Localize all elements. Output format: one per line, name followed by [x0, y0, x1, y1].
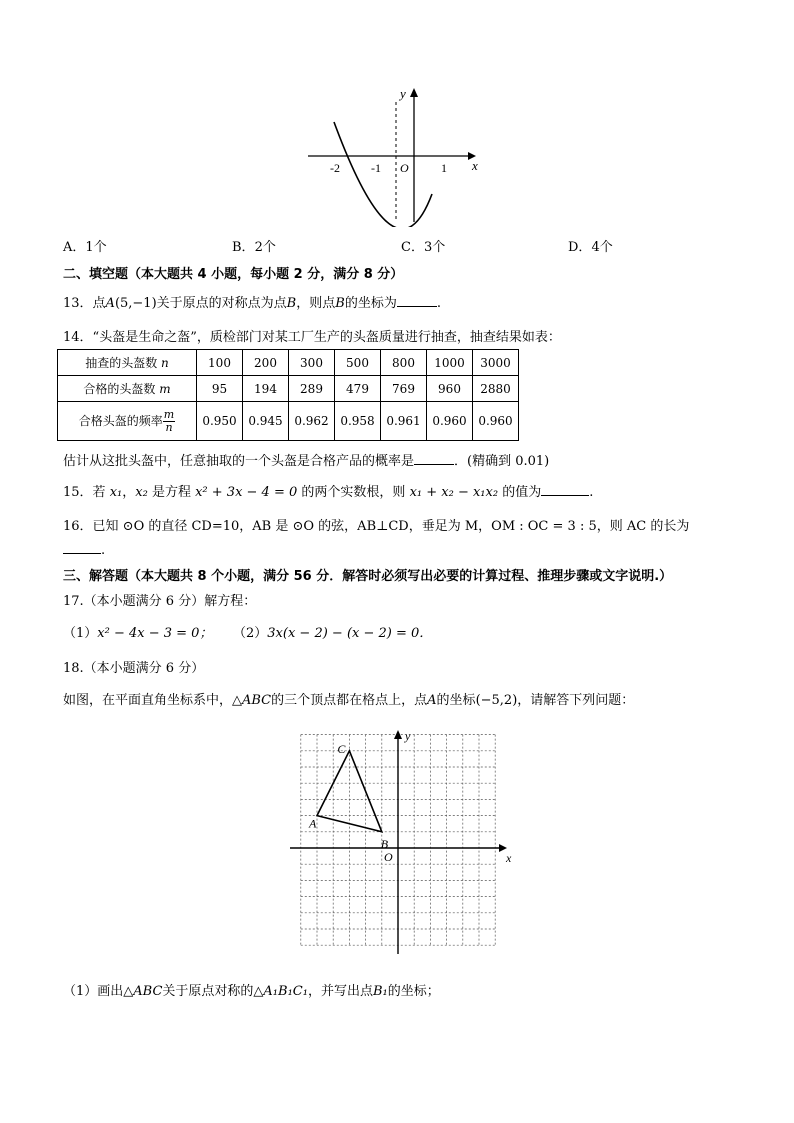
- table-cell: 800: [381, 350, 427, 376]
- option-a[interactable]: [63, 236, 107, 255]
- q18-intro-mid: 的三个顶点都在格点上，点: [271, 693, 428, 708]
- table-cell: 200: [243, 350, 289, 376]
- y-axis-arrow: [394, 730, 402, 739]
- table-cell: 100: [197, 350, 243, 376]
- q18-sub1: [63, 980, 440, 999]
- q18-intro: [63, 689, 634, 708]
- q16-line1: 16．已知 ⊙O 的直径 CD=10，AB 是 ⊙O 的弦，AB⊥CD，垂足为 M，OM : OC = 3 : 5，则 AC 的长为: [63, 519, 690, 534]
- table-cell: 0.962: [289, 402, 335, 441]
- tick-label: -2: [330, 161, 340, 175]
- q13-mid: 关于原点的对称点为点: [156, 296, 287, 311]
- tick-label: 1: [441, 161, 447, 175]
- q15-mid: 是方程: [151, 485, 191, 500]
- vertex-label-b: B: [380, 836, 389, 851]
- q16-answer-blank[interactable]: [63, 541, 101, 554]
- q15-equation: x² + 3x − 4 = 0: [195, 485, 298, 500]
- table-header-cell: 合格的头盔数 m: [58, 376, 197, 402]
- table-cell: 960: [427, 376, 473, 402]
- option-b[interactable]: [232, 236, 276, 255]
- q13-b1: B: [286, 296, 297, 311]
- vertex-label-a: A: [309, 816, 317, 831]
- grid-figure: [290, 728, 520, 954]
- q14-after: [63, 450, 549, 469]
- option-c[interactable]: [401, 236, 445, 255]
- question-13: [63, 292, 441, 311]
- q18-tri: ABC: [242, 693, 272, 708]
- y-axis-label: y: [405, 729, 411, 743]
- option-letter: B．: [232, 240, 255, 255]
- option-letter: A．: [63, 240, 86, 255]
- q18-sub1-tri: ABC: [133, 984, 163, 999]
- q15-post: 的值为: [502, 485, 542, 500]
- y-axis-arrow: [410, 88, 418, 97]
- table-cell: 2880: [473, 376, 519, 402]
- table-cell: 95: [197, 376, 243, 402]
- table-cell: 769: [381, 376, 427, 402]
- q13-point: A: [105, 296, 115, 311]
- option-letter: C．: [401, 240, 424, 255]
- option-text: 1个: [85, 240, 107, 255]
- table-cell: 0.950: [197, 402, 243, 441]
- table-row: [58, 376, 519, 402]
- table-header-cell: 抽查的头盔数 n: [58, 350, 197, 376]
- q13-mid2: ，则点: [296, 296, 336, 311]
- q16-end: .: [101, 543, 106, 558]
- option-d[interactable]: [568, 236, 613, 255]
- q13-post: 的坐标为: [344, 296, 397, 311]
- table-header-cell: 合格头盔的频率 $\frac{m}{n}$: [58, 402, 197, 441]
- q14-answer-blank[interactable]: [414, 452, 454, 465]
- table-cell: 194: [243, 376, 289, 402]
- q14-intro: 14．“头盔是生命之盔”，质检部门对某工厂生产的头盔质量进行抽查，抽查结果如表：: [63, 330, 561, 345]
- fraction: $\frac{m}{n}$: [163, 407, 175, 434]
- section2-title: 二、填空题（本大题共 4 小题，每小题 2 分，满分 8 分）: [63, 267, 404, 282]
- q17-part1: [63, 622, 212, 641]
- q15-pre: 15．若: [63, 485, 106, 500]
- q16-line2: [63, 541, 105, 558]
- origin-label: O: [384, 850, 393, 864]
- q18-sub1-mid: 关于原点对称的△: [162, 984, 264, 999]
- q17-p1-label: （1）: [63, 626, 98, 641]
- q13-end: .: [436, 296, 441, 311]
- q18-sub1-pt: B₁: [372, 984, 388, 999]
- q18-coords: (−5,2): [475, 693, 518, 708]
- tick-label: -1: [371, 161, 381, 175]
- q18-intro-pre: 如图，在平面直角坐标系中，△: [63, 693, 242, 708]
- table-cell: 3000: [473, 350, 519, 376]
- q18-sub1-tri2: A₁B₁C₁: [263, 984, 308, 999]
- q15-sep: ，: [122, 485, 136, 500]
- question-15: [63, 481, 593, 500]
- q18-sub1-pre: （1）画出△: [63, 984, 134, 999]
- q13-answer-blank[interactable]: [397, 294, 437, 307]
- table-cell: 1000: [427, 350, 473, 376]
- table-cell: 0.958: [335, 402, 381, 441]
- table-cell: 479: [335, 376, 381, 402]
- parabola-curve: [334, 122, 432, 227]
- q15-mid2: 的两个实数根，则: [301, 485, 406, 500]
- table-row: [58, 350, 519, 376]
- q15-answer-blank[interactable]: [541, 483, 589, 496]
- vertex-label-c: C: [337, 741, 346, 756]
- y-axis-label: y: [400, 86, 406, 101]
- q15-end: .: [589, 485, 594, 500]
- option-letter: D．: [568, 240, 592, 255]
- q15-expression: x₁ + x₂ − x₁x₂: [409, 485, 499, 500]
- q17-p1-equation: x² − 4x − 3 = 0；: [97, 626, 213, 641]
- table-cell: 289: [289, 376, 335, 402]
- q15-x2: x₂: [135, 485, 148, 500]
- q18-title: 18.（本小题满分 6 分）: [63, 661, 205, 676]
- q14-after-post: ．(精确到 0.01): [454, 454, 550, 469]
- q14-table: [57, 349, 519, 441]
- q17-title: 17.（本小题满分 6 分）解方程：: [63, 594, 257, 609]
- option-text: 3个: [423, 240, 446, 255]
- table-cell: 500: [335, 350, 381, 376]
- q15-x1: x₁: [109, 485, 123, 500]
- q18-pt: A: [427, 693, 437, 708]
- q18-intro-post: ，请解答下列问题：: [517, 693, 635, 708]
- option-text: 4个: [591, 240, 613, 255]
- q13-b2: B: [335, 296, 345, 311]
- q14-after-pre: 估计从这批头盔中，任意抽取的一个头盔是合格产品的概率是: [63, 454, 415, 469]
- q18-sub1-post: 的坐标；: [387, 984, 440, 999]
- q17-part2: [233, 622, 432, 641]
- q13-coords: (5,−1): [114, 296, 157, 311]
- section3-title: 三、解答题（本大题共 8 个小题，满分 56 分．解答时必须写出必要的计算过程、推理步骤或文字说明.）: [63, 569, 673, 584]
- x-axis-label: x: [472, 158, 478, 173]
- q18-intro-mid2: 的坐标: [436, 693, 476, 708]
- q17-p2-equation: 3x(x − 2) − (x − 2) = 0．: [267, 626, 433, 641]
- table-cell: 0.960: [473, 402, 519, 441]
- parabola-figure: [300, 82, 490, 227]
- q17-p2-label: （2）: [233, 626, 268, 641]
- table-cell: 0.960: [427, 402, 473, 441]
- option-text: 2个: [254, 240, 276, 255]
- table-cell: 0.961: [381, 402, 427, 441]
- q13-pre: 13．点: [63, 296, 106, 311]
- q18-sub1-mid2: ，并写出点: [307, 984, 373, 999]
- x-axis-label: x: [506, 851, 512, 865]
- table-cell: 0.945: [243, 402, 289, 441]
- table-row: [58, 402, 519, 441]
- origin-label: O: [400, 161, 409, 175]
- table-cell: 300: [289, 350, 335, 376]
